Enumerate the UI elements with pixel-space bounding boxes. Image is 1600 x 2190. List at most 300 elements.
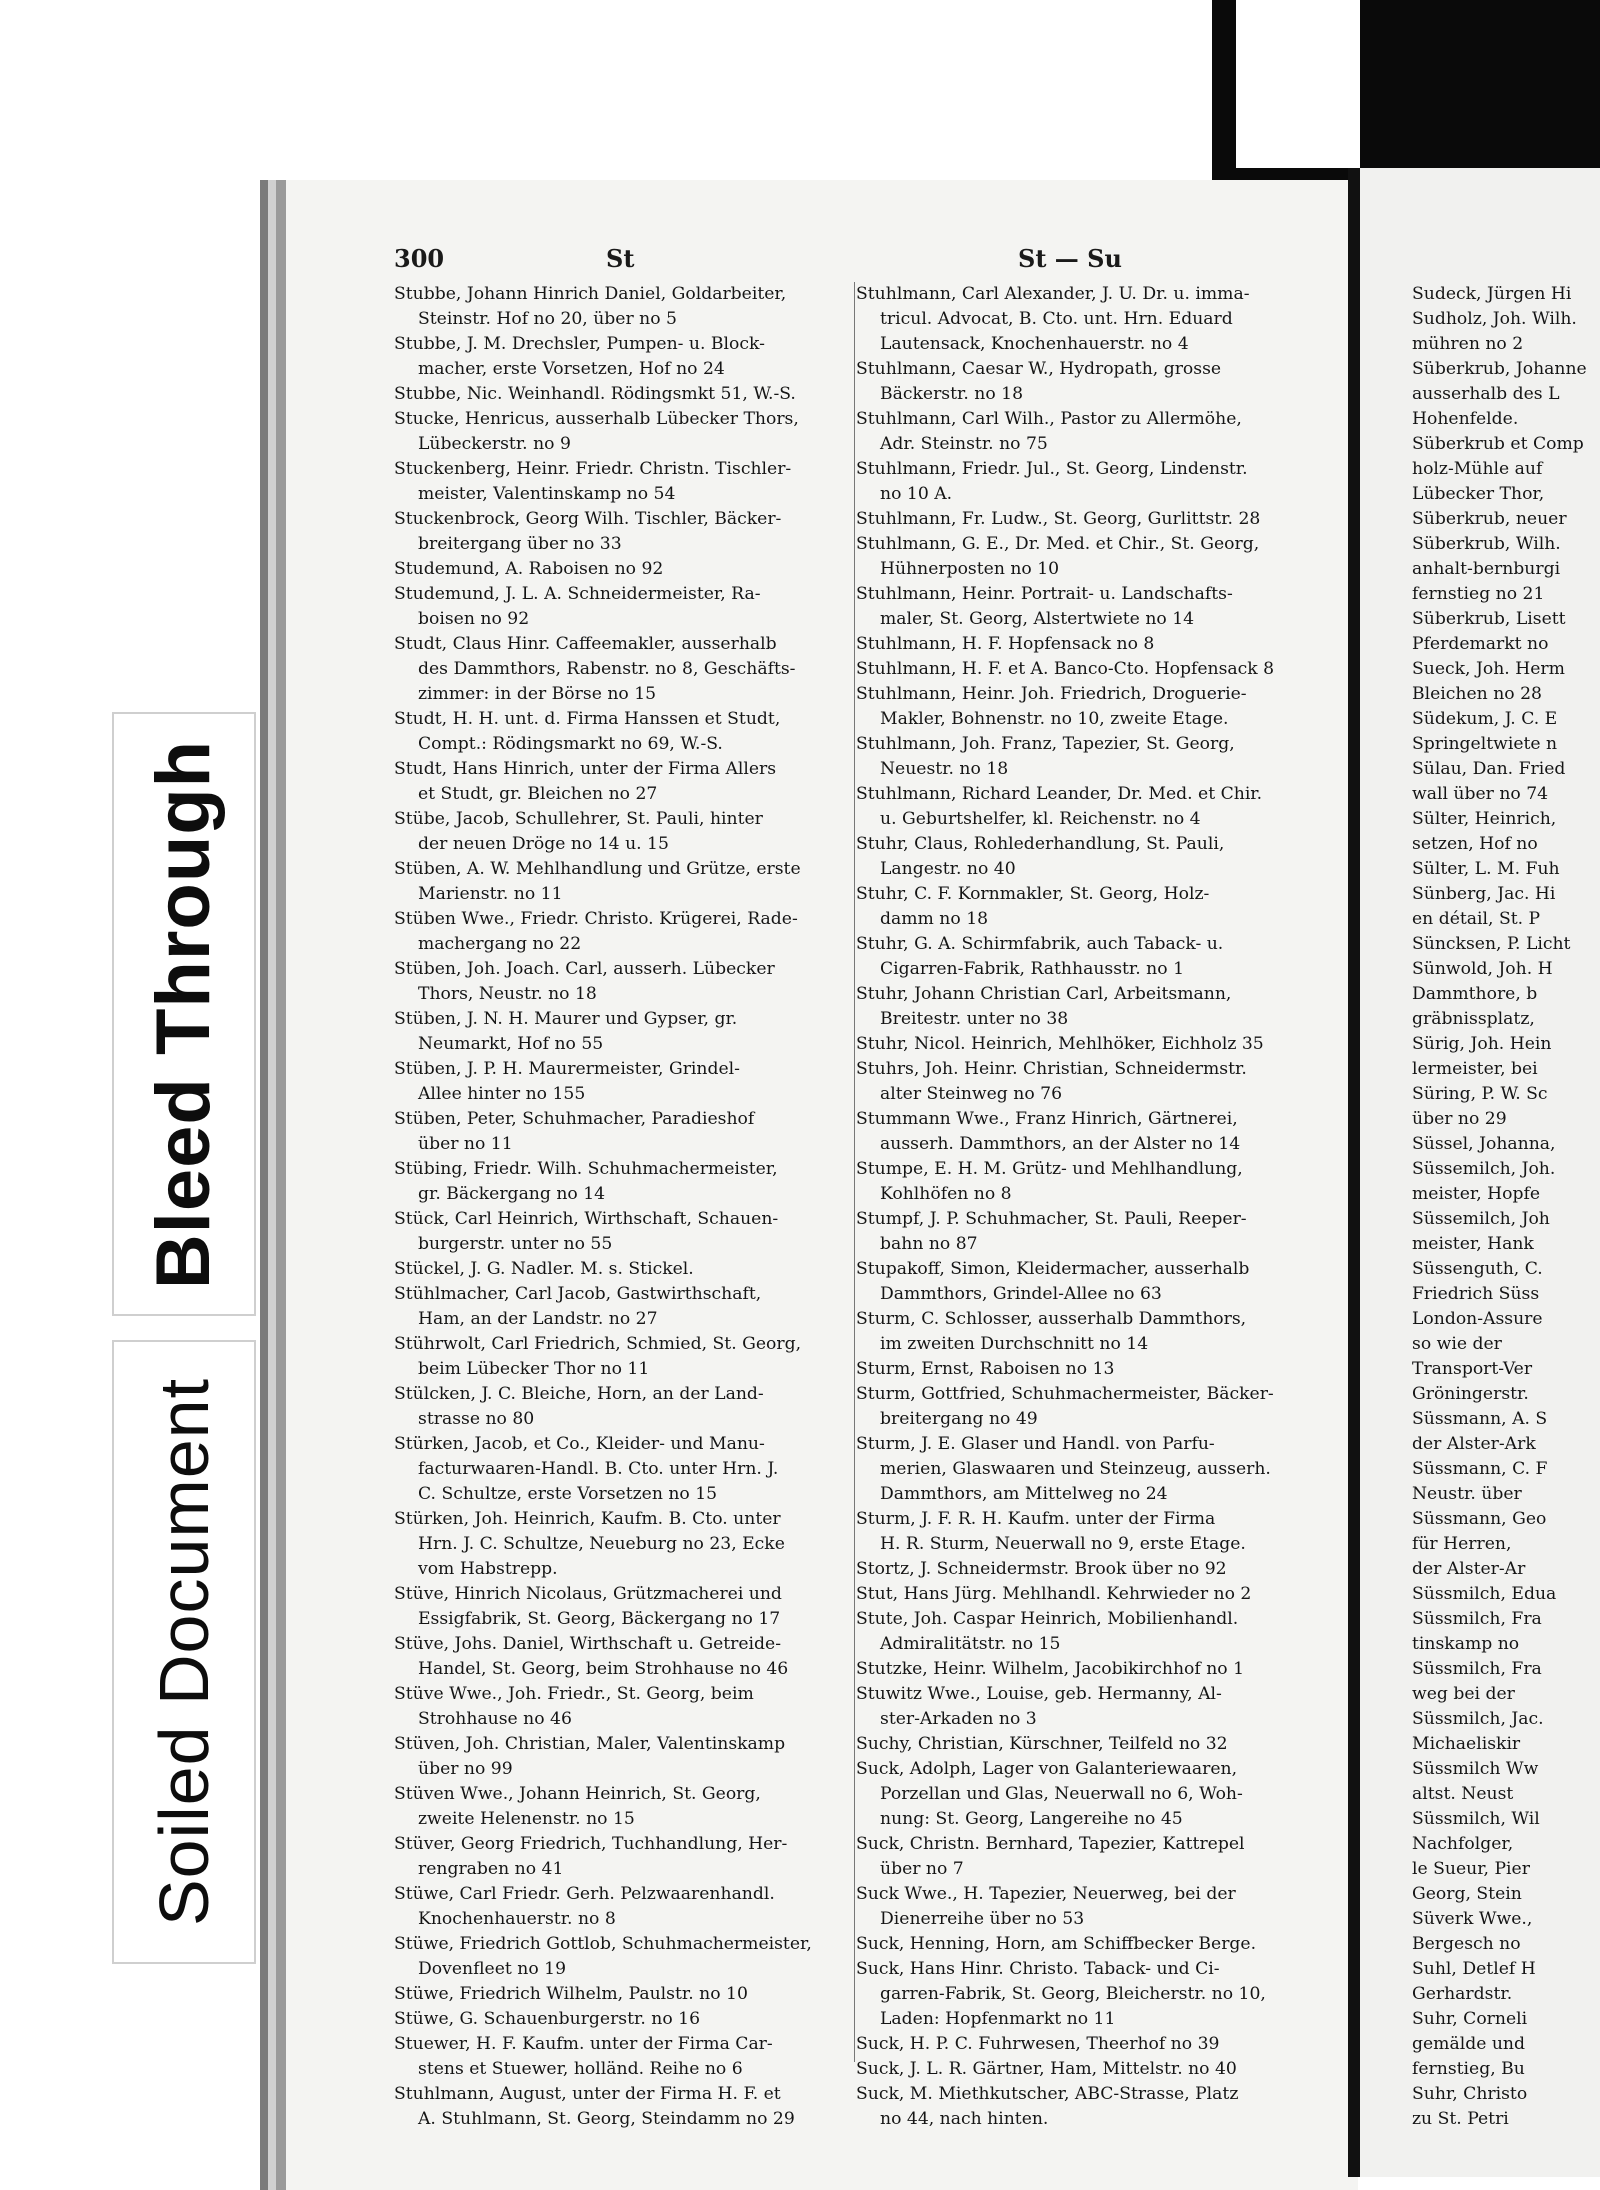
entry-line: Stühlmacher, Carl Jacob, Gastwirthschaft, bbox=[394, 1284, 762, 1304]
entry-continuation: Compt.: Rödingsmarkt no 69, W.-S. bbox=[418, 734, 723, 754]
entry-line: Stuhlmann, H. F. Hopfensack no 8 bbox=[856, 634, 1155, 654]
facing-page-line: so wie der bbox=[1412, 1334, 1502, 1354]
directory-entry bbox=[856, 582, 1306, 632]
facing-page-line: gemälde und bbox=[1412, 2034, 1525, 2054]
directory-entry bbox=[394, 582, 854, 632]
facing-page-line: weg bei der bbox=[1412, 1684, 1515, 1704]
entry-line: Stüven Wwe., Johann Heinrich, St. Georg, bbox=[394, 1784, 761, 1804]
facing-page-line: Süring, P. W. Sc bbox=[1412, 1084, 1548, 1104]
facing-page-line: der Alster-Ar bbox=[1412, 1559, 1526, 1579]
entry-line: Stüben, Peter, Schuhmacher, Paradieshof bbox=[394, 1109, 755, 1129]
directory-entry bbox=[394, 907, 854, 957]
entry-line: Stüwe, Carl Friedr. Gerh. Pelzwaarenhandl. bbox=[394, 1884, 775, 1904]
facing-page-line: Sünberg, Jac. Hi bbox=[1412, 884, 1556, 904]
directory-entry bbox=[394, 1682, 854, 1732]
entry-continuation: Knochenhauerstr. no 8 bbox=[418, 1909, 616, 1929]
entry-continuation: Essigfabrik, St. Georg, Bäckergang no 17 bbox=[418, 1609, 781, 1629]
entry-continuation: über no 7 bbox=[880, 1859, 964, 1879]
entry-line: Stübe, Jacob, Schullehrer, St. Pauli, hinter bbox=[394, 809, 763, 829]
facing-page-line: Süssmilch, Fra bbox=[1412, 1609, 1542, 1629]
facing-page-line: Süssmilch, Wil bbox=[1412, 1809, 1540, 1829]
facing-page-line: tinskamp no bbox=[1412, 1634, 1520, 1654]
entry-continuation: Lautensack, Knochenhauerstr. no 4 bbox=[880, 334, 1189, 354]
entry-line: Stuhr, Johann Christian Carl, Arbeitsmann, bbox=[856, 984, 1232, 1004]
scan-margin-right bbox=[1236, 0, 1360, 168]
facing-page-line: Springeltwiete n bbox=[1412, 734, 1558, 754]
entry-line: Stübing, Friedr. Wilh. Schuhmachermeister, bbox=[394, 1159, 778, 1179]
directory-entry bbox=[856, 282, 1306, 357]
facing-page-line: Lübecker Thor, bbox=[1412, 484, 1545, 504]
directory-entry bbox=[394, 1782, 854, 1832]
facing-page-line: für Herren, bbox=[1412, 1534, 1512, 1554]
entry-continuation: ster-Arkaden no 3 bbox=[880, 1709, 1037, 1729]
entry-line: Stuwitz Wwe., Louise, geb. Hermanny, Al- bbox=[856, 1684, 1222, 1704]
entry-line: Stückel, J. G. Nadler. M. s. Stickel. bbox=[394, 1259, 694, 1279]
facing-page-line: lermeister, bei bbox=[1412, 1059, 1538, 1079]
facing-page-line: Sülter, L. M. Fuh bbox=[1412, 859, 1560, 879]
directory-entry bbox=[394, 1207, 854, 1257]
directory-entry bbox=[856, 1157, 1306, 1207]
entry-continuation: Porzellan und Glas, Neuerwall no 6, Woh- bbox=[880, 1784, 1243, 1804]
entry-continuation: der neuen Dröge no 14 u. 15 bbox=[418, 834, 669, 854]
entry-continuation: merien, Glaswaaren und Steinzeug, ausserh. bbox=[880, 1459, 1271, 1479]
facing-page-line: anhalt-bernburgi bbox=[1412, 559, 1561, 579]
facing-page-line: Süssmilch, Fra bbox=[1412, 1659, 1542, 1679]
directory-entry bbox=[856, 1257, 1306, 1307]
entry-line: Stuckenbrock, Georg Wilh. Tischler, Bäcker- bbox=[394, 509, 782, 529]
directory-entry bbox=[856, 1557, 1306, 1582]
entry-line: Stuhlmann, Carl Wilh., Pastor zu Allermöhe, bbox=[856, 409, 1242, 429]
entry-continuation: Strohhause no 46 bbox=[418, 1709, 572, 1729]
directory-entry bbox=[394, 1107, 854, 1157]
entry-continuation: Adr. Steinstr. no 75 bbox=[880, 434, 1048, 454]
directory-column-facing-page bbox=[1412, 282, 1600, 2132]
entry-line: Stuhlmann, Heinr. Portrait- u. Landschafts- bbox=[856, 584, 1233, 604]
facing-page-line: Sünwold, Joh. H bbox=[1412, 959, 1553, 979]
entry-line: Stuhr, Nicol. Heinrich, Mehlhöker, Eichholz 35 bbox=[856, 1034, 1264, 1054]
entry-line: Stutzke, Heinr. Wilhelm, Jacobikirchhof no 1 bbox=[856, 1659, 1245, 1679]
facing-page-line: Süssmilch, Edua bbox=[1412, 1584, 1557, 1604]
entry-line: Stüve Wwe., Joh. Friedr., St. Georg, beim bbox=[394, 1684, 754, 1704]
directory-entry bbox=[856, 1207, 1306, 1257]
entry-line: Studemund, J. L. A. Schneidermeister, Ra- bbox=[394, 584, 761, 604]
facing-page-line: über no 29 bbox=[1412, 1109, 1507, 1129]
entry-line: Suchy, Christian, Kürschner, Teilfeld no 32 bbox=[856, 1734, 1228, 1754]
facing-page-line: Süssmilch, Jac. bbox=[1412, 1709, 1544, 1729]
entry-continuation: damm no 18 bbox=[880, 909, 989, 929]
directory-entry bbox=[856, 357, 1306, 407]
directory-entry bbox=[856, 1382, 1306, 1432]
directory-entry bbox=[856, 1932, 1306, 1957]
directory-entry bbox=[856, 782, 1306, 832]
entry-line: Stüben, J. P. H. Maurermeister, Grindel- bbox=[394, 1059, 740, 1079]
entry-line: Stupakoff, Simon, Kleidermacher, ausserhalb bbox=[856, 1259, 1250, 1279]
directory-column-left bbox=[394, 282, 854, 2132]
entry-continuation: Kohlhöfen no 8 bbox=[880, 1184, 1012, 1204]
entry-continuation: zimmer: in der Börse no 15 bbox=[418, 684, 657, 704]
directory-entry bbox=[856, 1882, 1306, 1932]
entry-continuation: gr. Bäckergang no 14 bbox=[418, 1184, 606, 1204]
entry-line: Sturm, Gottfried, Schuhmachermeister, Bäcker- bbox=[856, 1384, 1274, 1404]
directory-entry bbox=[856, 2082, 1306, 2132]
directory-entry bbox=[856, 1682, 1306, 1732]
entry-continuation: Allee hinter no 155 bbox=[418, 1084, 586, 1104]
directory-entry bbox=[856, 1432, 1306, 1507]
facing-page-line: Suhr, Corneli bbox=[1412, 2009, 1528, 2029]
entry-line: Suck, H. P. C. Fuhrwesen, Theerhof no 39 bbox=[856, 2034, 1220, 2054]
directory-entry bbox=[856, 882, 1306, 932]
entry-line: Stumpe, E. H. M. Grütz- und Mehlhandlung, bbox=[856, 1159, 1243, 1179]
directory-entry bbox=[394, 1282, 854, 1332]
directory-entry bbox=[394, 2007, 854, 2032]
entry-continuation: vom Habstrepp. bbox=[418, 1559, 558, 1579]
directory-entry bbox=[394, 1257, 854, 1282]
directory-entry bbox=[394, 1732, 854, 1782]
entry-continuation: des Dammthors, Rabenstr. no 8, Geschäfts- bbox=[418, 659, 796, 679]
facing-page-line: Sülau, Dan. Fried bbox=[1412, 759, 1566, 779]
entry-continuation: breitergang no 49 bbox=[880, 1409, 1038, 1429]
directory-entry bbox=[856, 1957, 1306, 2032]
directory-entry bbox=[394, 1007, 854, 1057]
entry-line: Suck Wwe., H. Tapezier, Neuerweg, bei der bbox=[856, 1884, 1236, 1904]
entry-line: Stüben, Joh. Joach. Carl, ausserh. Lübecker bbox=[394, 959, 775, 979]
entry-continuation: Ham, an der Landstr. no 27 bbox=[418, 1309, 658, 1329]
facing-page-line: Suhr, Christo bbox=[1412, 2084, 1528, 2104]
directory-column-middle bbox=[856, 282, 1306, 2132]
directory-entry bbox=[394, 507, 854, 557]
directory-entry bbox=[856, 1107, 1306, 1157]
entry-line: Suck, Hans Hinr. Christo. Taback- und Ci- bbox=[856, 1959, 1220, 1979]
entry-line: Stuhlmann, Caesar W., Hydropath, grosse bbox=[856, 359, 1222, 379]
entry-continuation: Neuestr. no 18 bbox=[880, 759, 1009, 779]
directory-entry bbox=[394, 2032, 854, 2082]
entry-line: Studt, H. H. unt. d. Firma Hanssen et Studt, bbox=[394, 709, 781, 729]
directory-entry bbox=[394, 457, 854, 507]
directory-entry bbox=[856, 1732, 1306, 1757]
entry-line: Studt, Hans Hinrich, unter der Firma Allers bbox=[394, 759, 777, 779]
entry-continuation: macher, erste Vorsetzen, Hof no 24 bbox=[418, 359, 725, 379]
directory-entry bbox=[856, 982, 1306, 1032]
entry-continuation: Hühnerposten no 10 bbox=[880, 559, 1060, 579]
directory-entry bbox=[856, 1657, 1306, 1682]
entry-line: Stüwe, G. Schauenburgerstr. no 16 bbox=[394, 2009, 701, 2029]
entry-line: Stuhlmann, Joh. Franz, Tapezier, St. Georg, bbox=[856, 734, 1235, 754]
facing-page-line: Süssmilch Ww bbox=[1412, 1759, 1539, 1779]
directory-entry bbox=[856, 457, 1306, 507]
facing-page-line: Dammthore, b bbox=[1412, 984, 1538, 1004]
left-running-head: St bbox=[606, 244, 635, 273]
entry-continuation: Laden: Hopfenmarkt no 11 bbox=[880, 2009, 1116, 2029]
entry-continuation: garren-Fabrik, St. Georg, Bleicherstr. no 10, bbox=[880, 1984, 1266, 2004]
directory-entry bbox=[394, 1582, 854, 1632]
entry-line: Stüven, Joh. Christian, Maler, Valentinskamp bbox=[394, 1734, 786, 1754]
entry-line: Stück, Carl Heinrich, Wirthschaft, Schauen- bbox=[394, 1209, 779, 1229]
directory-entry bbox=[856, 407, 1306, 457]
entry-line: Stuhlmann, August, unter der Firma H. F. et bbox=[394, 2084, 781, 2104]
entry-continuation: Hrn. J. C. Schultze, Neueburg no 23, Ecke bbox=[418, 1534, 785, 1554]
entry-line: Stüve, Hinrich Nicolaus, Grützmacherei und bbox=[394, 1584, 782, 1604]
facing-page-line: le Sueur, Pier bbox=[1412, 1859, 1530, 1879]
directory-entry bbox=[856, 2057, 1306, 2082]
directory-entry bbox=[394, 1632, 854, 1682]
facing-page-line: der Alster-Ark bbox=[1412, 1434, 1536, 1454]
entry-continuation: Breitestr. unter no 38 bbox=[880, 1009, 1069, 1029]
entry-line: Stuhrs, Joh. Heinr. Christian, Schneidermstr. bbox=[856, 1059, 1247, 1079]
facing-page-line: ausserhalb des L bbox=[1412, 384, 1560, 404]
facing-page-line: fernstieg no 21 bbox=[1412, 584, 1545, 604]
entry-line: Stüben, A. W. Mehlhandlung und Grütze, erste bbox=[394, 859, 801, 879]
entry-continuation: beim Lübecker Thor no 11 bbox=[418, 1359, 650, 1379]
directory-entry bbox=[394, 1332, 854, 1382]
entry-line: Stüver, Georg Friedrich, Tuchhandlung, Her- bbox=[394, 1834, 788, 1854]
soiled-document-stamp bbox=[112, 1340, 256, 1964]
directory-entry bbox=[394, 382, 854, 407]
facing-page-line: Bleichen no 28 bbox=[1412, 684, 1542, 704]
entry-line: Sturm, J. F. R. H. Kaufm. unter der Firma bbox=[856, 1509, 1216, 1529]
directory-entry bbox=[394, 707, 854, 757]
entry-continuation: Steinstr. Hof no 20, über no 5 bbox=[418, 309, 677, 329]
facing-page-line: setzen, Hof no bbox=[1412, 834, 1538, 854]
entry-line: Stührwolt, Carl Friedrich, Schmied, St. Georg, bbox=[394, 1334, 802, 1354]
facing-page-line: Sudeck, Jürgen Hi bbox=[1412, 284, 1572, 304]
entry-continuation: stens et Stuewer, holländ. Reihe no 6 bbox=[418, 2059, 743, 2079]
directory-entry bbox=[856, 632, 1306, 657]
book-gutter bbox=[1348, 168, 1360, 2177]
facing-page-line: Transport-Ver bbox=[1412, 1359, 1533, 1379]
facing-page-line: Nachfolger, bbox=[1412, 1834, 1514, 1854]
entry-line: Stuhr, Claus, Rohlederhandlung, St. Pauli, bbox=[856, 834, 1225, 854]
entry-line: Stuhlmann, G. E., Dr. Med. et Chir., St. Georg, bbox=[856, 534, 1260, 554]
directory-entry bbox=[856, 1757, 1306, 1832]
facing-page-line: Sülter, Heinrich, bbox=[1412, 809, 1557, 829]
facing-page-line: Süberkrub, Lisett bbox=[1412, 609, 1566, 629]
entry-continuation: Langestr. no 40 bbox=[880, 859, 1016, 879]
entry-line: Stuckenberg, Heinr. Friedr. Christn. Tischler- bbox=[394, 459, 792, 479]
directory-entry bbox=[856, 532, 1306, 582]
entry-continuation: burgerstr. unter no 55 bbox=[418, 1234, 613, 1254]
facing-page-line: Sudholz, Joh. Wilh. bbox=[1412, 309, 1577, 329]
facing-page-line: Süssel, Johanna, bbox=[1412, 1134, 1556, 1154]
facing-page-line: Süberkrub, Johanne bbox=[1412, 359, 1587, 379]
entry-continuation: Lübeckerstr. no 9 bbox=[418, 434, 571, 454]
facing-page-line: fernstieg, Bu bbox=[1412, 2059, 1525, 2079]
page-number: 300 bbox=[394, 244, 445, 273]
directory-entry bbox=[856, 1507, 1306, 1557]
entry-line: Stuhlmann, Carl Alexander, J. U. Dr. u. imma- bbox=[856, 284, 1250, 304]
directory-entry bbox=[856, 1832, 1306, 1882]
directory-entry bbox=[394, 557, 854, 582]
entry-line: Stürken, Joh. Heinrich, Kaufm. B. Cto. unter bbox=[394, 1509, 781, 1529]
entry-continuation: Thors, Neustr. no 18 bbox=[418, 984, 597, 1004]
directory-entry bbox=[394, 1932, 854, 1982]
entry-line: Suck, Henning, Horn, am Schiffbecker Berge. bbox=[856, 1934, 1257, 1954]
directory-entry bbox=[856, 682, 1306, 732]
entry-continuation: Dovenfleet no 19 bbox=[418, 1959, 567, 1979]
entry-continuation: boisen no 92 bbox=[418, 609, 530, 629]
entry-continuation: alter Steinweg no 76 bbox=[880, 1084, 1063, 1104]
facing-page-line: Michaeliskir bbox=[1412, 1734, 1521, 1754]
entry-line: Stubbe, Johann Hinrich Daniel, Goldarbeiter, bbox=[394, 284, 787, 304]
facing-page-line: mühren no 2 bbox=[1412, 334, 1524, 354]
entry-line: Stuhlmann, Friedr. Jul., St. Georg, Lindenstr. bbox=[856, 459, 1248, 479]
facing-page-line: holz-Mühle auf bbox=[1412, 459, 1543, 479]
directory-entry bbox=[856, 1607, 1306, 1657]
entry-line: Stüben, J. N. H. Maurer und Gypser, gr. bbox=[394, 1009, 738, 1029]
entry-continuation: Dienerreihe über no 53 bbox=[880, 1909, 1085, 1929]
directory-entry bbox=[394, 1982, 854, 2007]
directory-entry bbox=[394, 1507, 854, 1582]
scan-margin bbox=[0, 0, 1212, 180]
directory-entry bbox=[394, 1432, 854, 1507]
facing-page-line: altst. Neust bbox=[1412, 1784, 1514, 1804]
entry-continuation: facturwaaren-Handl. B. Cto. unter Hrn. J. bbox=[418, 1459, 779, 1479]
entry-continuation: no 10 A. bbox=[880, 484, 953, 504]
entry-line: Stüwe, Friedrich Wilhelm, Paulstr. no 10 bbox=[394, 1984, 748, 2004]
entry-continuation: A. Stuhlmann, St. Georg, Steindamm no 29 bbox=[418, 2109, 795, 2129]
directory-entry bbox=[394, 807, 854, 857]
entry-continuation: über no 11 bbox=[418, 1134, 513, 1154]
entry-line: Stuhlmann, H. F. et A. Banco-Cto. Hopfensack 8 bbox=[856, 659, 1275, 679]
entry-line: Suck, M. Miethkutscher, ABC-Strasse, Platz bbox=[856, 2084, 1239, 2104]
facing-page-line: Friedrich Süss bbox=[1412, 1284, 1540, 1304]
entry-continuation: breitergang über no 33 bbox=[418, 534, 622, 554]
entry-line: Sturm, C. Schlosser, ausserhalb Dammthors, bbox=[856, 1309, 1247, 1329]
entry-continuation: Admiralitätstr. no 15 bbox=[880, 1634, 1061, 1654]
facing-page-line: Süssemilch, Joh bbox=[1412, 1209, 1550, 1229]
directory-entry bbox=[394, 1157, 854, 1207]
directory-entry bbox=[394, 957, 854, 1007]
directory-entry bbox=[394, 282, 854, 332]
facing-page-line: Süssmann, A. S bbox=[1412, 1409, 1548, 1429]
entry-line: Stortz, J. Schneidermstr. Brook über no 92 bbox=[856, 1559, 1227, 1579]
entry-continuation: Dammthors, Grindel-Allee no 63 bbox=[880, 1284, 1162, 1304]
entry-line: Suck, Adolph, Lager von Galanteriewaaren, bbox=[856, 1759, 1238, 1779]
entry-continuation: zweite Helenenstr. no 15 bbox=[418, 1809, 635, 1829]
facing-page-line: Suhl, Detlef H bbox=[1412, 1959, 1536, 1979]
entry-continuation: nung: St. Georg, Langereihe no 45 bbox=[880, 1809, 1183, 1829]
facing-page-line: Gröningerstr. bbox=[1412, 1384, 1529, 1404]
directory-entry bbox=[856, 732, 1306, 782]
directory-entry bbox=[856, 832, 1306, 882]
facing-page-line: Süncksen, P. Licht bbox=[1412, 934, 1571, 954]
directory-entry bbox=[394, 1882, 854, 1932]
entry-continuation: Dammthors, am Mittelweg no 24 bbox=[880, 1484, 1168, 1504]
directory-entry bbox=[394, 857, 854, 907]
facing-page-line: Süssemilch, Joh. bbox=[1412, 1159, 1556, 1179]
facing-page-line: Sürig, Joh. Hein bbox=[1412, 1034, 1552, 1054]
entry-line: Stüve, Johs. Daniel, Wirthschaft u. Getreide- bbox=[394, 1634, 782, 1654]
facing-page-line: meister, Hank bbox=[1412, 1234, 1534, 1254]
facing-page-line: Georg, Stein bbox=[1412, 1884, 1522, 1904]
entry-line: Stumpf, J. P. Schuhmacher, St. Pauli, Reeper- bbox=[856, 1209, 1247, 1229]
entry-line: Studt, Claus Hinr. Caffeemakler, ausserhalb bbox=[394, 634, 777, 654]
entry-continuation: ausserh. Dammthors, an der Alster no 14 bbox=[880, 1134, 1241, 1154]
entry-line: Stuhlmann, Heinr. Joh. Friedrich, Droguerie- bbox=[856, 684, 1247, 704]
facing-page-line: meister, Hopfe bbox=[1412, 1184, 1540, 1204]
entry-continuation: strasse no 80 bbox=[418, 1409, 535, 1429]
entry-continuation: Cigarren-Fabrik, Rathhausstr. no 1 bbox=[880, 959, 1185, 979]
entry-line: Stüwe, Friedrich Gottlob, Schuhmachermeister, bbox=[394, 1934, 812, 1954]
entry-continuation: Marienstr. no 11 bbox=[418, 884, 563, 904]
entry-continuation: rengraben no 41 bbox=[418, 1859, 564, 1879]
entry-line: Stummann Wwe., Franz Hinrich, Gärtnerei, bbox=[856, 1109, 1238, 1129]
directory-entry bbox=[394, 1832, 854, 1882]
directory-entry bbox=[856, 507, 1306, 532]
directory-entry bbox=[856, 1582, 1306, 1607]
entry-line: Stuhlmann, Richard Leander, Dr. Med. et Chir. bbox=[856, 784, 1263, 804]
entry-line: Suck, J. L. R. Gärtner, Ham, Mittelstr. no 40 bbox=[856, 2059, 1237, 2079]
facing-page-line: Süssmann, C. F bbox=[1412, 1459, 1548, 1479]
bleed-through-label: Bleed Through bbox=[141, 739, 227, 1289]
directory-entry bbox=[394, 632, 854, 707]
soiled-document-label: Soiled Document bbox=[145, 1377, 224, 1927]
directory-entry bbox=[856, 1357, 1306, 1382]
facing-page-line: wall über no 74 bbox=[1412, 784, 1549, 804]
directory-entry bbox=[394, 332, 854, 382]
entry-continuation: tricul. Advocat, B. Cto. unt. Hrn. Eduard bbox=[880, 309, 1233, 329]
facing-page-line: Neustr. über bbox=[1412, 1484, 1522, 1504]
facing-page-line: en détail, St. P bbox=[1412, 909, 1541, 929]
directory-entry bbox=[856, 657, 1306, 682]
directory-entry bbox=[856, 1057, 1306, 1107]
entry-continuation: H. R. Sturm, Neuerwall no 9, erste Etage. bbox=[880, 1534, 1246, 1554]
directory-entry bbox=[856, 1307, 1306, 1357]
entry-line: Sturm, Ernst, Raboisen no 13 bbox=[856, 1359, 1115, 1379]
entry-line: Stürken, Jacob, et Co., Kleider- und Manu- bbox=[394, 1434, 765, 1454]
facing-page-line: Südekum, J. C. E bbox=[1412, 709, 1558, 729]
entry-line: Stuhr, C. F. Kornmakler, St. Georg, Holz- bbox=[856, 884, 1210, 904]
facing-page-line: London-Assure bbox=[1412, 1309, 1543, 1329]
bleed-through-stamp bbox=[112, 712, 256, 1316]
entry-continuation: im zweiten Durchschnitt no 14 bbox=[880, 1334, 1149, 1354]
facing-page-line: Süberkrub et Comp bbox=[1412, 434, 1584, 454]
directory-entry bbox=[856, 2032, 1306, 2057]
entry-continuation: über no 99 bbox=[418, 1759, 513, 1779]
entry-line: Stuewer, H. F. Kaufm. unter der Firma Car- bbox=[394, 2034, 773, 2054]
entry-line: Sturm, J. E. Glaser und Handl. von Parfu- bbox=[856, 1434, 1215, 1454]
entry-line: Stüben Wwe., Friedr. Christo. Krügerei, Rade- bbox=[394, 909, 798, 929]
directory-entry bbox=[394, 2082, 854, 2132]
directory-entry bbox=[394, 757, 854, 807]
entry-continuation: no 44, nach hinten. bbox=[880, 2109, 1049, 2129]
facing-page-line: Süberkrub, Wilh. bbox=[1412, 534, 1561, 554]
entry-line: Stute, Joh. Caspar Heinrich, Mobilienhandl. bbox=[856, 1609, 1239, 1629]
entry-continuation: Makler, Bohnenstr. no 10, zweite Etage. bbox=[880, 709, 1229, 729]
entry-continuation: meister, Valentinskamp no 54 bbox=[418, 484, 676, 504]
directory-entry bbox=[856, 1032, 1306, 1057]
facing-page-line: Bergesch no bbox=[1412, 1934, 1521, 1954]
facing-page-line: Sueck, Joh. Herm bbox=[1412, 659, 1565, 679]
entry-continuation: bahn no 87 bbox=[880, 1234, 978, 1254]
entry-line: Stut, Hans Jürg. Mehlhandl. Kehrwieder no 2 bbox=[856, 1584, 1252, 1604]
entry-continuation: C. Schultze, erste Vorsetzen no 15 bbox=[418, 1484, 718, 1504]
entry-line: Suck, Christn. Bernhard, Tapezier, Kattrepel bbox=[856, 1834, 1245, 1854]
entry-continuation: machergang no 22 bbox=[418, 934, 582, 954]
facing-page-line: Süverk Wwe., bbox=[1412, 1909, 1533, 1929]
entry-line: Stuhr, G. A. Schirmfabrik, auch Taback- u. bbox=[856, 934, 1224, 954]
column-divider bbox=[854, 282, 855, 2062]
entry-continuation: Handel, St. Georg, beim Strohhause no 46 bbox=[418, 1659, 789, 1679]
facing-page-line: Süssenguth, C. bbox=[1412, 1259, 1543, 1279]
entry-continuation: maler, St. Georg, Alstertwiete no 14 bbox=[880, 609, 1195, 629]
right-running-head: St — Su bbox=[1018, 244, 1122, 273]
directory-entry bbox=[394, 1057, 854, 1107]
facing-page-line: zu St. Petri bbox=[1412, 2109, 1509, 2129]
entry-line: Stubbe, Nic. Weinhandl. Rödingsmkt 51, W.-S. bbox=[394, 384, 796, 404]
facing-page-line: Süssmann, Geo bbox=[1412, 1509, 1547, 1529]
directory-entry bbox=[394, 407, 854, 457]
facing-page-line: gräbnissplatz, bbox=[1412, 1009, 1535, 1029]
